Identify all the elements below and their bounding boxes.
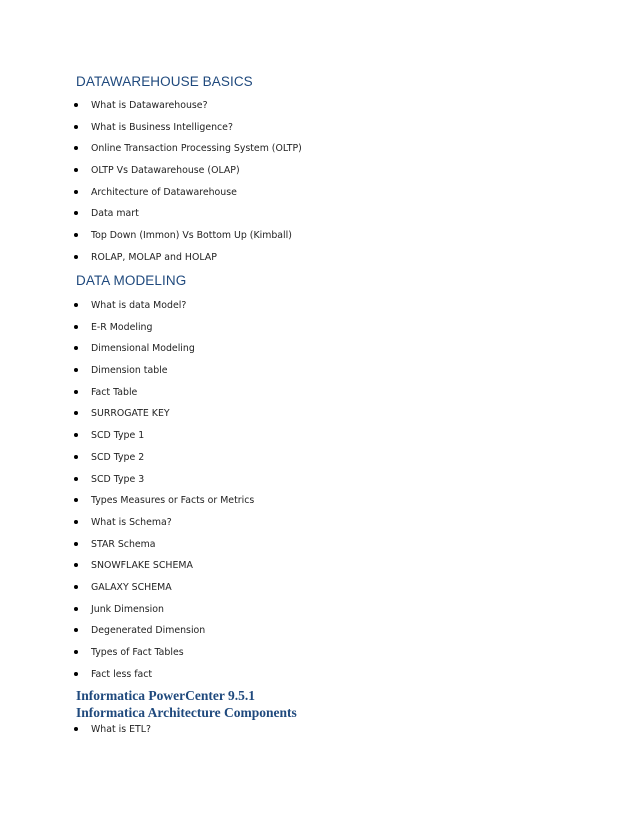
bullet-icon (74, 411, 78, 415)
bullet-icon (74, 368, 78, 372)
bullet-icon (74, 727, 78, 731)
list-item-label: Dimension table (91, 365, 168, 377)
bullet-icon (74, 146, 78, 150)
list-item-label: Dimensional Modeling (91, 343, 195, 355)
list-item-label: SURROGATE KEY (91, 408, 170, 420)
bullet-icon (74, 303, 78, 307)
list-item-label: SNOWFLAKE SCHEMA (91, 560, 193, 572)
bullet-icon (74, 520, 78, 524)
list-item-label: Fact less fact (91, 668, 153, 680)
bullet-icon (74, 390, 78, 394)
bullet-icon (74, 103, 78, 107)
list-item-label: E-R Modeling (91, 321, 153, 333)
list-item-label: ROLAP, MOLAP and HOLAP (91, 251, 217, 263)
bullet-icon (74, 542, 78, 546)
bullet-icon (74, 455, 78, 459)
bullet-icon (74, 233, 78, 237)
list-item-label: Online Transaction Processing System (OLTP) (91, 143, 302, 155)
bullet-icon (74, 628, 78, 632)
list-item-label: Types Measures or Facts or Metrics (91, 495, 255, 507)
bullet-icon (74, 125, 78, 129)
list-item-label: SCD Type 2 (91, 451, 145, 463)
list-item-label: Degenerated Dimension (91, 625, 206, 637)
bullet-icon (74, 325, 78, 329)
bullet-icon (74, 585, 78, 589)
bullet-icon (74, 255, 78, 259)
list-item-label: Data mart (91, 208, 139, 220)
section-heading-datawarehouse-basics: DATAWAREHOUSE BASICS (76, 74, 253, 89)
list-item-label: What is Business Intelligence? (91, 121, 233, 133)
list-item-label: What is Schema? (91, 516, 172, 528)
bullet-icon (74, 190, 78, 194)
list-item-label: Types of Fact Tables (91, 647, 184, 658)
list-item-label: OLTP Vs Datawarehouse (OLAP) (91, 165, 240, 177)
list-item-label: SCD Type 1 (91, 430, 145, 442)
informatica-subtitle: Informatica Architecture Components (76, 705, 297, 720)
list-item-label: Fact Table (91, 386, 138, 398)
bullet-icon (74, 433, 78, 437)
informatica-title: Informatica PowerCenter 9.5.1 (76, 688, 255, 703)
list-item-label: Architecture of Datawarehouse (91, 186, 237, 198)
bullet-icon (74, 498, 78, 502)
bullet-icon (74, 650, 78, 654)
list-item-label: What is Datawarehouse? (91, 100, 208, 111)
list-item-label: SCD Type 3 (91, 473, 145, 485)
bullet-icon (74, 477, 78, 481)
list-item-label: Top Down (Immon) Vs Bottom Up (Kimball) (91, 230, 292, 242)
section-heading-data-modeling: DATA MODELING (76, 273, 187, 288)
list-item-label: GALAXY SCHEMA (91, 581, 172, 593)
list-item-label: What is ETL? (91, 724, 151, 735)
bullet-icon (74, 346, 78, 350)
list-item-label: Junk Dimension (91, 603, 164, 615)
list-item-label: What is data Model? (91, 300, 187, 311)
bullet-icon (74, 607, 78, 611)
bullet-icon (74, 168, 78, 172)
bullet-icon (74, 563, 78, 567)
bullet-icon (74, 211, 78, 215)
bullet-icon (74, 672, 78, 676)
list-item-label: STAR Schema (91, 538, 156, 550)
